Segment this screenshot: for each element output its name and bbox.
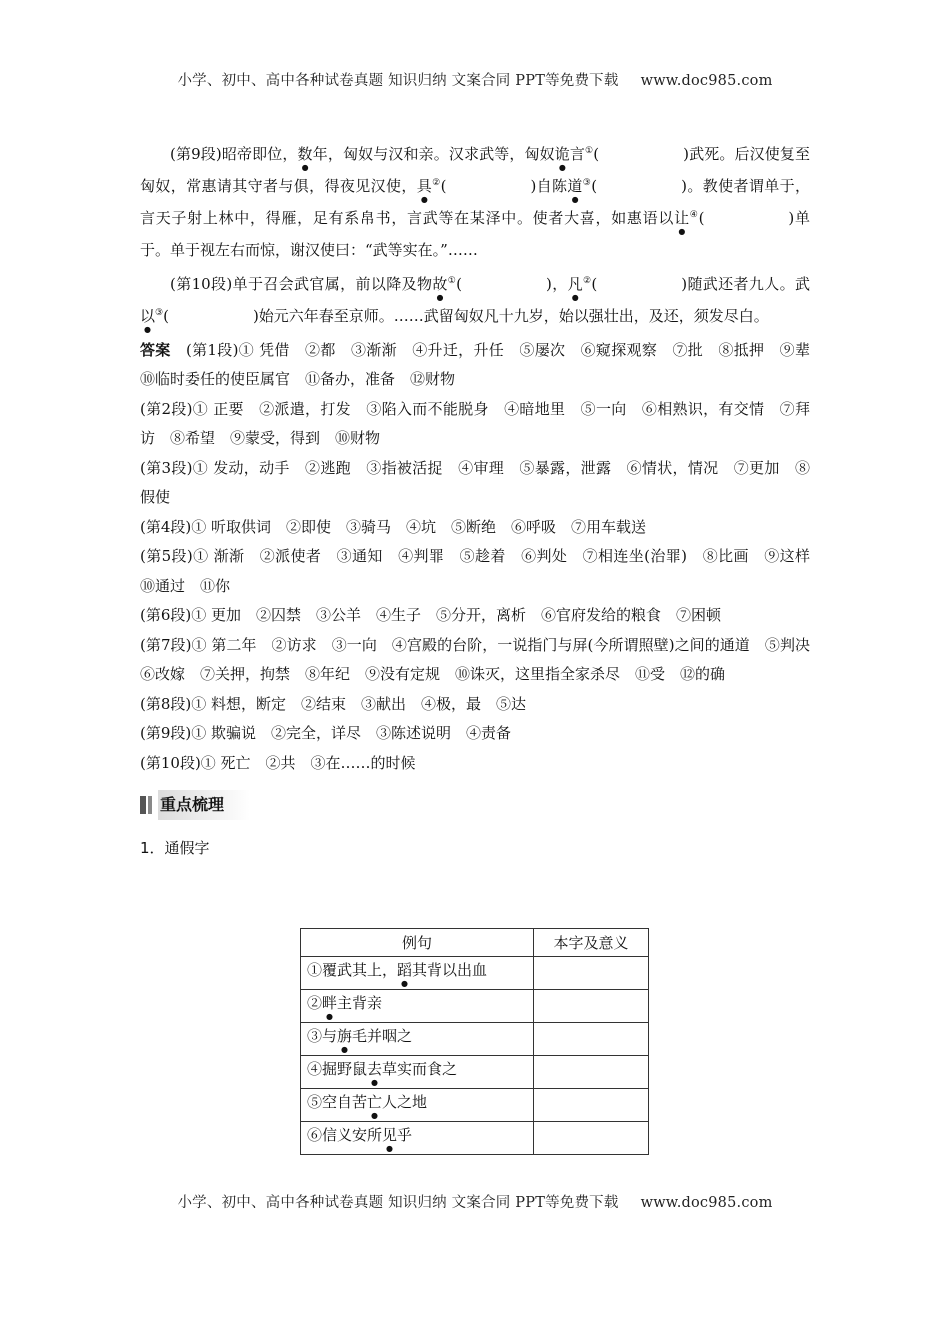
table-row	[301, 1056, 649, 1089]
answer-line: (第10段)① 死亡 ②共 ③在……的时候	[140, 753, 416, 772]
text-run: 其背以出血	[412, 960, 488, 979]
note-number: ④	[689, 210, 699, 220]
answer-cell[interactable]	[534, 1056, 649, 1089]
text-run: )自	[530, 177, 553, 195]
text-run: )，	[545, 274, 568, 293]
item-title: 1．通假字	[140, 839, 210, 857]
text-run: (	[440, 177, 447, 195]
text-run: ②	[307, 993, 323, 1012]
answer-label: 答案	[140, 340, 171, 359]
answer-line: (第6段)① 更加 ②囚禁 ③公羊 ④生子 ⑤分开，离析 ⑥官府发给的粮食 ⑦困顿	[140, 606, 722, 624]
table-header-cell: 例句	[301, 929, 534, 957]
table-header-cell: 本字及意义	[534, 929, 649, 957]
text-run: (	[593, 145, 600, 163]
answer-cell[interactable]	[534, 1122, 649, 1155]
answer-cell[interactable]	[534, 1023, 649, 1056]
passage-paragraph-9	[140, 140, 810, 266]
tongjia-table	[300, 928, 649, 1155]
answer-line: (第8段)① 料想，断定 ②结束 ③献出 ④极，最 ⑤达	[140, 694, 527, 713]
note-number: ③	[582, 178, 592, 188]
text-run: 主背亲	[337, 993, 383, 1012]
dotted-word: 具	[416, 177, 433, 195]
text-run: 毛并咽之	[352, 1026, 413, 1045]
text-run: )单于。单于视左右而惊，谢汉使曰：“武等实在。”……	[140, 209, 810, 259]
header-text: 小学、初中、高中各种试卷真题 知识归纳 文案合同 PPT等免费下载	[177, 73, 619, 89]
footer-text: 小学、初中、高中各种试卷真题 知识归纳 文案合同 PPT等免费下载	[177, 1195, 619, 1211]
table-row	[301, 1089, 649, 1122]
note-number: ②	[432, 178, 441, 188]
table-row	[301, 1122, 649, 1155]
text-run: 人之地	[382, 1092, 428, 1111]
text-run: 草实而食之	[382, 1059, 458, 1078]
table-row	[301, 1023, 649, 1056]
table-header-row	[301, 929, 649, 957]
note-number: ①	[585, 146, 594, 156]
note-number: ①	[447, 275, 457, 286]
text-run: (	[163, 306, 169, 325]
answer-line: (第2段)① 正要 ②派遣，打发 ③陷入而不能脱身 ④暗地里 ⑤一向 ⑥相熟识，有交情 ⑦拜访 ⑧希望 ⑨蒙受，得到 ⑩财物	[140, 399, 810, 447]
table-row	[301, 990, 649, 1023]
note-number: ②	[582, 275, 592, 286]
text-run: 言	[569, 145, 586, 163]
answer-line: (第9段)① 欺骗说 ②完全，详尽 ③陈述说明 ④责备	[140, 724, 512, 742]
text-run: 陈	[552, 177, 568, 195]
dotted-word: 凡	[567, 274, 583, 293]
example-cell	[301, 957, 534, 990]
dotted-word: 道	[567, 177, 583, 195]
text-run: (	[698, 209, 705, 227]
document-body	[140, 140, 826, 864]
text-run: (	[456, 274, 462, 293]
dotted-word: 见	[382, 1125, 398, 1144]
text-run: (	[591, 177, 598, 195]
text-run: )。教使者谓单于，言天子射上林中，得雁，足有系帛书，言武等在某泽中。使者大喜，如惠语以	[140, 177, 810, 227]
answer-cell[interactable]	[534, 990, 649, 1023]
example-cell	[301, 1056, 534, 1089]
text-run: )始元六年春至京师。……武留匈奴凡十九岁，始以强壮出，及还，须发尽白。	[252, 306, 769, 325]
answer-line: (第5段)① 渐渐 ②派使者 ③通知 ④判罪 ⑤趁着 ⑥判处 ⑦相连坐(治罪) ⑧比画 ⑨这样 ⑩通过 ⑪你	[140, 547, 826, 595]
text-run: 乎	[397, 1125, 413, 1144]
example-cell	[301, 1023, 534, 1056]
note-number: ③	[155, 307, 164, 318]
footer-url[interactable]: www.doc985.com	[640, 1195, 773, 1211]
text-run: ⑤空自苦	[307, 1092, 368, 1111]
section-title: 重点梳理	[158, 790, 250, 820]
dotted-word: 蹈	[397, 960, 413, 979]
answer-line: (第7段)① 第二年 ②访求 ③一向 ④宫殿的台阶，一说指门与屏(今所谓照壁)之间的通道 ⑤判决 ⑥改嫁 ⑦关押，拘禁 ⑧年纪 ⑨没有定规 ⑩诛灭，这里指全家杀尽 ⑪受 ⑫的确	[140, 635, 826, 683]
section-marker-icon	[148, 796, 152, 814]
page-header	[0, 69, 950, 90]
text-run: (第9段)昭帝即位，	[170, 145, 298, 163]
answer-text: (第1段)① 凭借 ②都 ③渐渐 ④升迁，升任 ⑤屡次 ⑥窥探观察 ⑦批 ⑧抵押 ⑨辈 ⑩临时委任的使臣属官 ⑪备办，准备 ⑫财物	[140, 340, 825, 388]
answer-cell[interactable]	[534, 957, 649, 990]
dotted-word: 数	[297, 145, 313, 163]
dotted-word: 以	[140, 306, 156, 325]
answer-line	[140, 336, 825, 395]
example-cell	[301, 1089, 534, 1122]
dotted-word: 让	[674, 209, 690, 227]
text-run: ④掘野鼠	[307, 1059, 368, 1078]
table-row	[301, 957, 649, 990]
dotted-word: 故	[432, 274, 448, 293]
dotted-word: 畔	[322, 993, 338, 1012]
answer-line: (第3段)① 发动，动手 ②逃跑 ③指被活捉 ④审理 ⑤暴露，泄露 ⑥情状，情况 ⑦更加 ⑧假使	[140, 458, 810, 506]
dotted-word: 旃	[337, 1026, 353, 1045]
text-run: (	[591, 274, 598, 293]
text-run: ③与	[307, 1026, 338, 1045]
text-run: (第10段)单于召会武官属，前以降及物	[170, 274, 433, 293]
text-run: ⑥信义安所	[307, 1125, 383, 1144]
dotted-word: 亡	[367, 1092, 383, 1111]
text-run: )武死。后汉使复至匈奴，常惠请其守者与俱，得夜见汉使，	[140, 145, 810, 195]
answer-block	[140, 336, 826, 779]
text-run: 年，匈奴与汉和亲。汉求武等，匈奴	[312, 145, 555, 163]
answer-line: (第4段)① 听取供词 ②即使 ③骑马 ④坑 ⑤断绝 ⑥呼吸 ⑦用车载送	[140, 517, 647, 536]
example-cell	[301, 990, 534, 1023]
dotted-word: 去	[367, 1059, 383, 1078]
page-footer	[0, 1191, 950, 1212]
header-url[interactable]: www.doc985.com	[640, 73, 773, 89]
text-run: )随武还者九人。武	[681, 274, 810, 293]
section-marker-icon	[140, 796, 146, 814]
answer-cell[interactable]	[534, 1089, 649, 1122]
passage-paragraph-10	[140, 270, 810, 334]
example-cell	[301, 1122, 534, 1155]
section-heading	[140, 790, 810, 820]
dotted-word: 诡	[554, 145, 570, 163]
text-run: ①覆武其上，	[307, 960, 398, 979]
